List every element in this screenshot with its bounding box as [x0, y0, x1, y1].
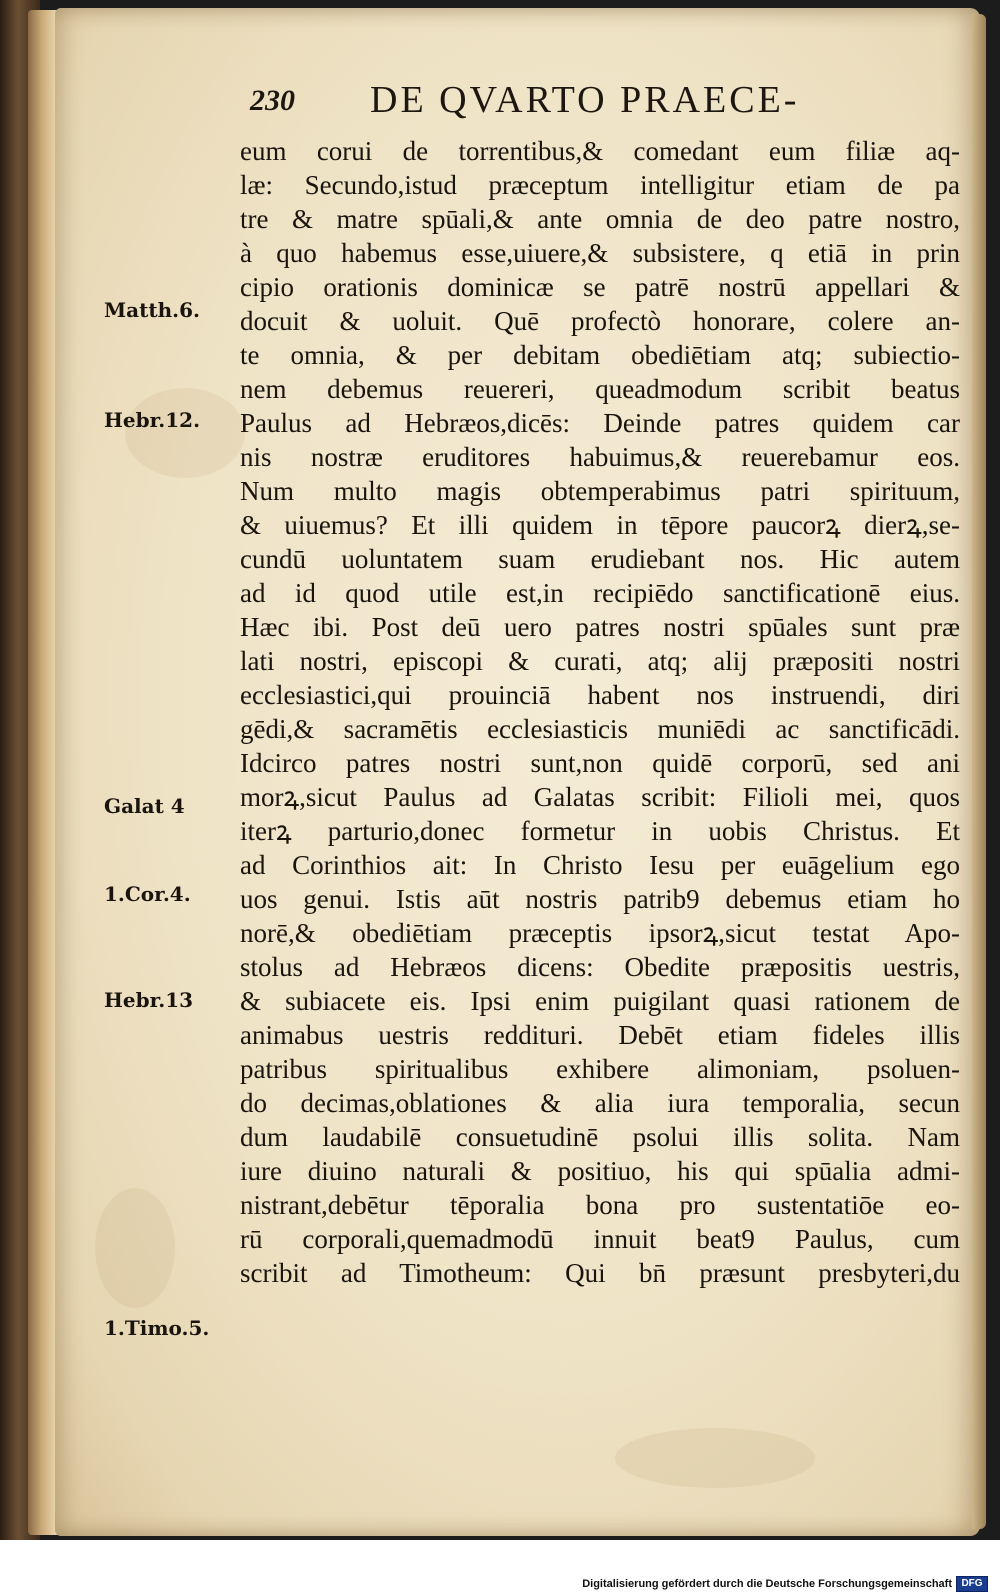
paper-stain: [95, 1188, 175, 1308]
margin-note-hebr-12: Hebr.12.: [104, 408, 201, 432]
margin-note-cor: 1.Cor.4.: [104, 882, 191, 906]
text-line: Hæc ibi. Post deū uero patres nostri spūales sunt præ: [240, 612, 960, 642]
paper-stain: [125, 388, 245, 478]
running-head: DE QVARTO PRAECE-: [370, 79, 800, 121]
text-line: patribus spiritualibus exhibere alimoniam, psoluen-: [240, 1054, 960, 1084]
margin-note-hebr-13: Hebr.13: [104, 988, 194, 1012]
text-line: stolus ad Hebræos dicens: Obedite præpositis uestris,: [240, 952, 960, 982]
text-line: norē,& obediētiam præceptis ipsorꝝ,sicut testat Apo-: [240, 918, 960, 948]
text-line: do decimas,oblationes & alia iura temporalia, secun: [240, 1088, 960, 1118]
text-line: cipio orationis dominicæ se patrē nostrū appellari &: [240, 272, 960, 302]
main-text-block: [240, 134, 960, 1290]
page-header: [250, 78, 970, 128]
text-line: docuit & uoluit. Quē profectò honorare, colere an-: [240, 306, 960, 336]
text-line: ad Corinthios ait: In Christo Iesu per euāgelium ego: [240, 850, 960, 880]
text-line: & subiacete eis. Ipsi enim puigilant quasi rationem de: [240, 986, 960, 1016]
text-line: rū corporali,quemadmodū innuit beat9 Paulus, cum: [240, 1224, 960, 1254]
text-line: Num multo magis obtemperabimus patri spirituum,: [240, 476, 960, 506]
text-line: & uiuemus? Et illi quidem in tēpore paucorꝝ dierꝝ,se-: [240, 510, 960, 540]
text-line: læ: Secundo,istud præceptum intelligitur etiam de pa: [240, 170, 960, 200]
page-number: 230: [250, 84, 295, 117]
margin-note-timo: 1.Timo.5.: [104, 1316, 210, 1340]
text-line: Paulus ad Hebræos,dicēs: Deinde patres quidem car: [240, 408, 960, 438]
digitization-credit: Digitalisierung gefördert durch die Deutsche Forschungsgemeinschaft: [582, 1578, 952, 1590]
text-line: uos genui. Istis aūt nostris patrib9 debemus etiam ho: [240, 884, 960, 914]
text-line: ad id quod utile est,in recipiēdo sanctificationē eius.: [240, 578, 960, 608]
text-line: nis nostræ eruditores habuimus,& reuerebamur eos.: [240, 442, 960, 472]
text-line: dum laudabilē consuetudinē psolui illis solita. Nam: [240, 1122, 960, 1152]
text-line: te omnia, & per debitam obediētiam atq; subiectio-: [240, 340, 960, 370]
text-line: lati nostri, episcopi & curati, atq; alij præpositi nostri: [240, 646, 960, 676]
text-line: scribit ad Timotheum: Qui bn̄ præsunt presbyteri,du: [240, 1258, 960, 1288]
margin-note-galat: Galat 4: [104, 794, 185, 818]
text-line: Idcirco patres nostri sunt,non quidē corporū, sed ani: [240, 748, 960, 778]
text-line: gēdi,& sacramētis ecclesiasticis muniēdi ac sanctificādi.: [240, 714, 960, 744]
text-line: morꝝ,sicut Paulus ad Galatas scribit: Filioli mei, quos: [240, 782, 960, 812]
margin-note-matth: Matth.6.: [104, 298, 200, 322]
text-line: iure diuino naturali & positiuo, his qui spūalia admi-: [240, 1156, 960, 1186]
page-fore-edge: [972, 14, 986, 1529]
text-line: à quo habemus esse,uiuere,& subsistere, q etiā in prin: [240, 238, 960, 268]
dfg-logo: DFG: [956, 1576, 988, 1592]
text-line: tre & matre spūali,& ante omnia de deo patre nostro,: [240, 204, 960, 234]
text-line: eum corui de torrentibus,& comedant eum filiæ aq-: [240, 136, 960, 166]
text-line: animabus uestris reddituri. Debēt etiam fideles illis: [240, 1020, 960, 1050]
text-line: cundū uoluntatem suam erudiebant nos. Hic autem: [240, 544, 960, 574]
text-line: nem debemus reuereri, queadmodum scribit beatus: [240, 374, 960, 404]
text-line: nistrant,debētur tēporalia bona pro sustentatiōe eo-: [240, 1190, 960, 1220]
text-line: ecclesiastici,qui prouinciā habent nos instruendi, diri: [240, 680, 960, 710]
paper-stain: [615, 1428, 815, 1488]
text-line: iterꝝ parturio,donec formetur in uobis Christus. Et: [240, 816, 960, 846]
